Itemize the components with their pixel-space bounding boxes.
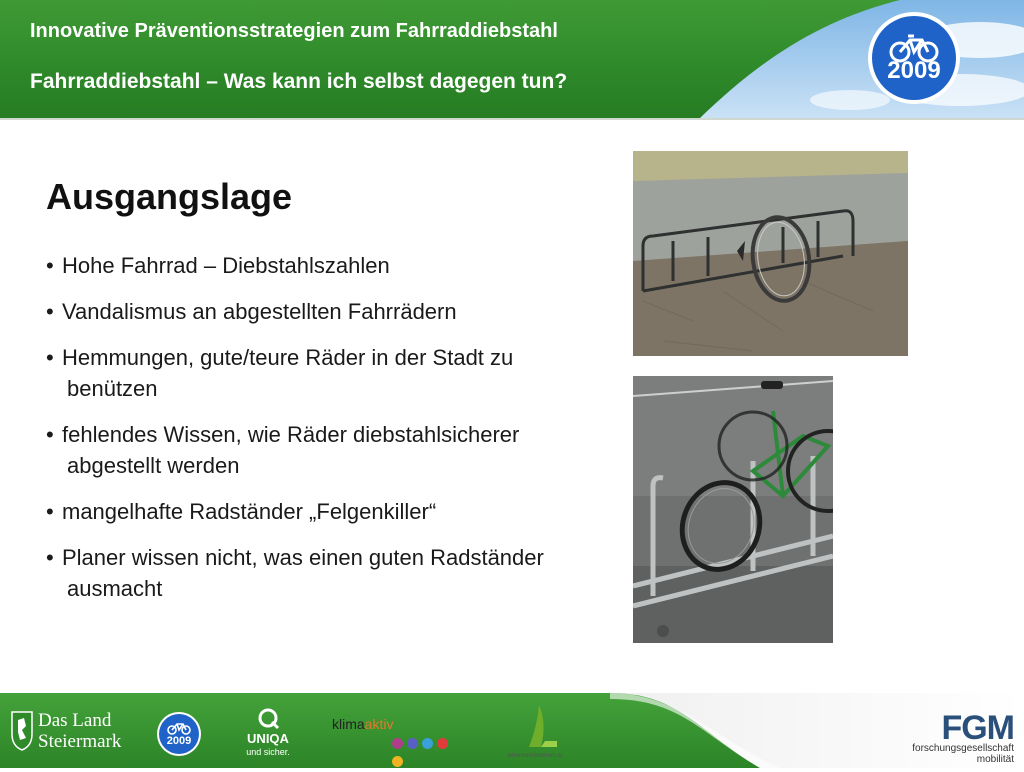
- slide-header: [0, 0, 1024, 118]
- footer-logo-2009-text: 2009: [166, 735, 192, 747]
- land-line-1: Das Land: [38, 710, 112, 731]
- bullet-symbol: •: [46, 345, 54, 370]
- bullet-item: [46, 342, 606, 404]
- header-divider: [0, 118, 1024, 120]
- bullet-text: Planer wissen nicht, was einen guten Radständer ausmacht: [62, 545, 544, 601]
- logo-lebensministerium: [495, 703, 575, 763]
- bullet-text: Hemmungen, gute/teure Räder in der Stadt zu benützen: [62, 345, 514, 401]
- bullet-symbol: •: [46, 253, 54, 278]
- lebensministerium-leaf-icon: [495, 703, 575, 751]
- bullet-item: [46, 542, 606, 604]
- fgm-line-2: mobilität: [976, 754, 1014, 765]
- presentation-title: Innovative Präventionsstrategien zum Fahrraddiebstahl: [30, 20, 558, 42]
- bullet-text: Vandalismus an abgestellten Fahrrädern: [62, 299, 457, 324]
- footer-logo-2009: [156, 711, 202, 757]
- klima-prefix: klima: [332, 716, 365, 732]
- klima-dot: [407, 738, 418, 749]
- lebensministerium-text: lebensministerium.at: [507, 753, 563, 759]
- uniqa-mark-icon: [240, 707, 296, 731]
- steiermark-crest-icon: [10, 708, 34, 752]
- bullet-text: fehlendes Wissen, wie Räder diebstahlsicherer abgestellt werden: [62, 422, 520, 478]
- klima-dot: [392, 738, 403, 749]
- bullet-item: [46, 496, 606, 527]
- bullet-symbol: •: [46, 299, 54, 324]
- logo-land-steiermark: [10, 708, 122, 756]
- uniqa-tagline: und sicher.: [246, 747, 290, 757]
- klima-dots: [392, 736, 462, 772]
- bullet-symbol: •: [46, 545, 54, 570]
- klima-dot: [422, 738, 433, 749]
- section-title: Ausgangslage: [46, 176, 293, 217]
- klima-dot: [437, 738, 448, 749]
- land-line-2: Steiermark: [38, 731, 122, 752]
- logo-uniqa: [240, 707, 296, 761]
- logo-klimaaktiv: [332, 712, 462, 754]
- bullet-text: mangelhafte Radständer „Felgenkiller“: [62, 499, 437, 524]
- bullet-symbol: •: [46, 499, 54, 524]
- bullet-list: [46, 250, 606, 619]
- klima-dot: [392, 756, 403, 767]
- fgm-mark: FGM: [941, 709, 1014, 747]
- photo-felgenkiller-rack: [633, 376, 833, 643]
- logo-fgm: [908, 711, 1018, 763]
- klima-suffix: aktiv: [364, 716, 394, 732]
- fgm-line-1: forschungsgesellschaft: [912, 743, 1014, 754]
- bullet-text: Hohe Fahrrad – Diebstahlszahlen: [62, 253, 390, 278]
- logo-2009-text: 2009: [887, 57, 941, 84]
- bullet-item: [46, 250, 606, 281]
- logo-2009-bicycle-icon: [866, 10, 962, 106]
- bullet-item: [46, 296, 606, 327]
- uniqa-name: UNIQA: [247, 731, 289, 746]
- bullet-item: [46, 419, 606, 481]
- bullet-symbol: •: [46, 422, 54, 447]
- slide-subtitle: Fahrraddiebstahl – Was kann ich selbst dagegen tun?: [30, 70, 568, 93]
- photo-bent-wheel-rack: [633, 151, 908, 356]
